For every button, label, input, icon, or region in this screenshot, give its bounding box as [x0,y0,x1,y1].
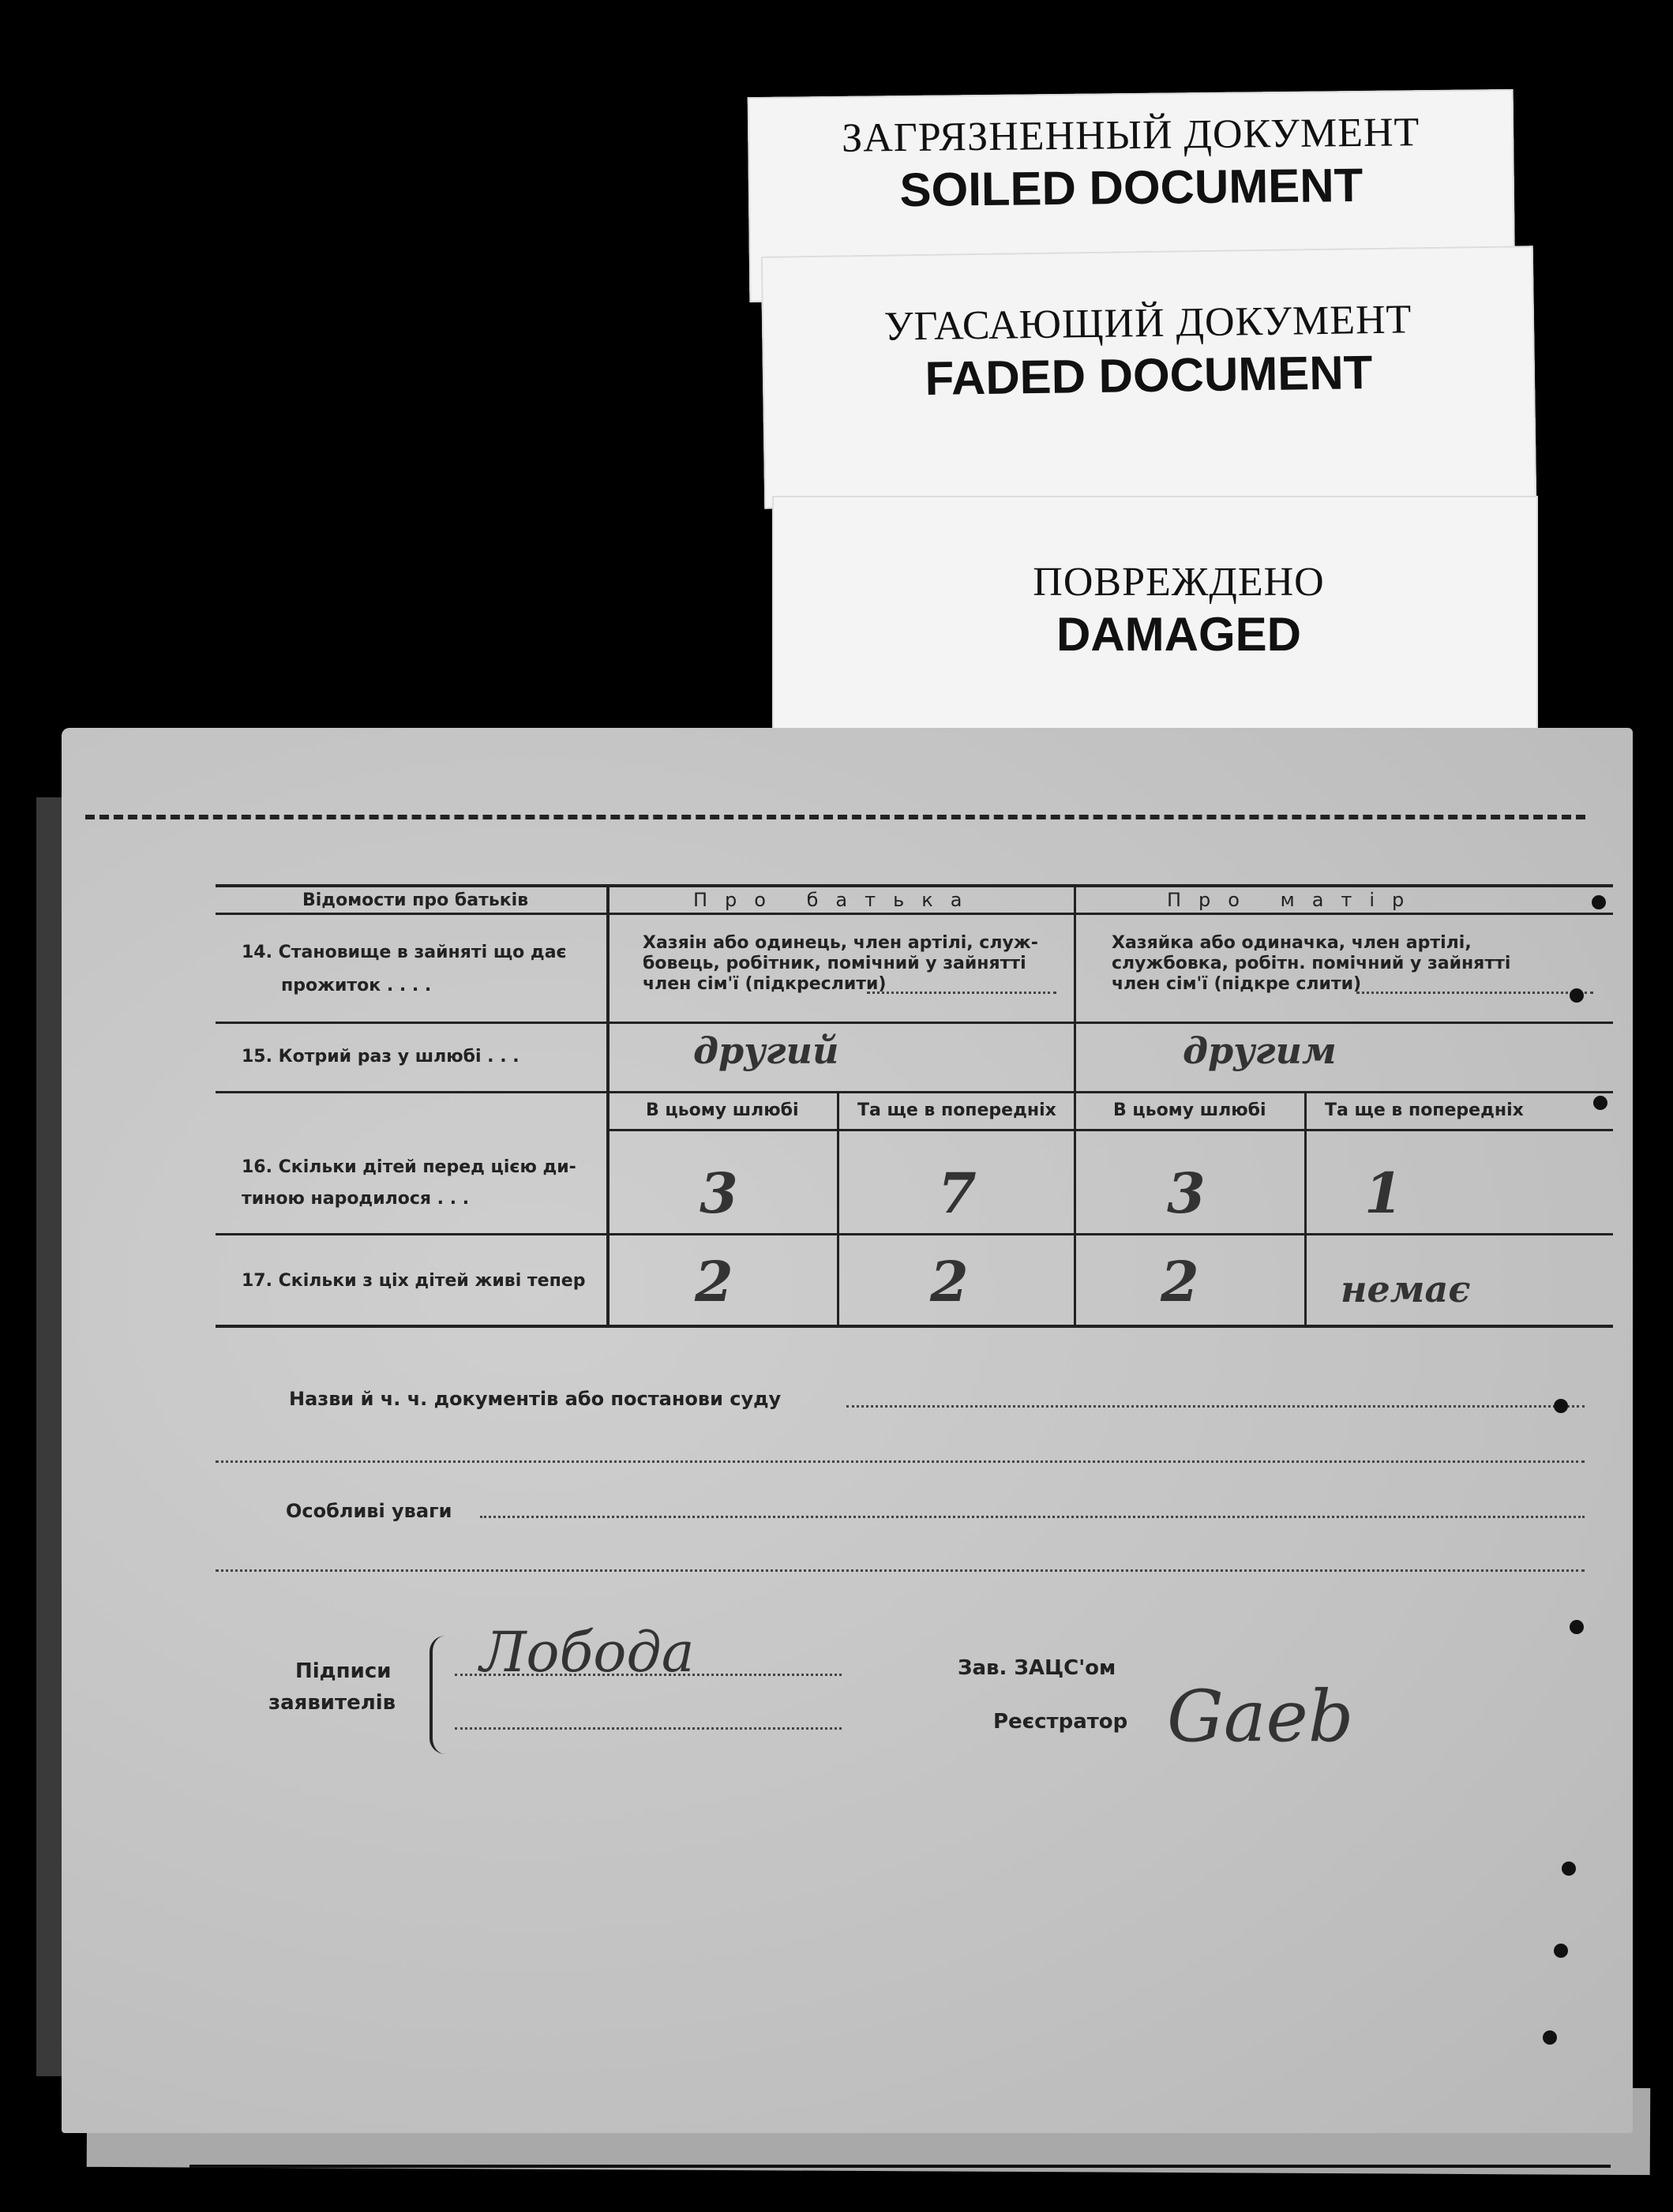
row16-label-line1: 16. Скільки дітей перед цією ди- [242,1157,576,1177]
damage-hole [1570,988,1584,1003]
damage-hole [1554,1399,1568,1413]
col2-divider [1074,884,1076,1326]
perforation-line [85,815,1585,819]
damage-hole [1543,2030,1557,2045]
row16-mother-this: 3 [1167,1160,1206,1226]
damage-hole [1554,1944,1568,1958]
damaged-label-en: DAMAGED [1056,608,1301,661]
row14-mother-line3: член сім'ї (підкре слити) [1112,974,1362,994]
applicant-signature: Лобода [480,1620,695,1685]
table-bottom-rule [216,1325,1613,1328]
bottom-rule [189,2165,1611,2168]
row14-label-line2: прожиток . . . . [281,976,432,995]
registrar-label: Реєстратор [993,1710,1128,1734]
applicants-label-line1: Підписи [295,1659,392,1683]
row14-father-dots [867,992,1056,994]
row14-father-line3: член сім'ї (підкреслити) [643,974,887,994]
row17-mother-this: 2 [1161,1249,1199,1314]
remarks-dots-1 [480,1516,1585,1518]
father-subdivider [837,1091,839,1326]
soiled-label-ru: ЗАГРЯЗНЕННЫЙ ДОКУМЕНТ [841,110,1420,161]
subheader-mother-previous: Та ще в попередніх [1325,1100,1524,1120]
row17-father-this: 2 [695,1249,733,1314]
col1-divider [606,884,610,1326]
head-label: Зав. ЗАЦС'ом [958,1656,1116,1680]
row14-rule [216,1022,1613,1024]
table-top-rule [216,884,1613,887]
row14-mother-line1: Хазяйка або одиначка, член артілі, [1112,933,1472,953]
damaged-label [772,496,1538,747]
mother-subdivider [1304,1091,1307,1326]
header-rule [216,913,1613,915]
faded-document-label [761,246,1536,509]
row16-label-line2: тиною народилося . . . [242,1189,470,1209]
subheader-father-this: В цьому шлюбі [646,1100,799,1120]
row16-rule [216,1233,1613,1235]
header-parents-info: Відомости про батьків [302,890,529,910]
row15-rule [216,1091,1613,1093]
applicant-sign-line-2 [455,1727,842,1730]
row14-mother-dots [1356,992,1593,994]
row17-label: 17. Скільки з ціх дітей живі тепер [242,1271,586,1291]
faded-label-ru: УГАСАЮЩИЙ ДОКУМЕНТ [883,297,1412,350]
header-mother: Про матір [1167,889,1422,911]
row14-label-line1: 14. Становище в зайняті що дає [242,943,567,962]
applicants-label-line2: заявителів [268,1691,396,1715]
row14-father-line2: бовець, робітник, помічний у зайнятті [643,954,1026,973]
row15-mother-value: другим [1183,1029,1337,1072]
subheader-rule [606,1129,1613,1131]
registrar-signature: Gaeb [1167,1675,1354,1758]
damage-hole [1593,1096,1607,1110]
row14-father-line1: Хазяін або одинець, член артілі, служ- [643,933,1038,953]
row15-father-value: другий [693,1029,839,1072]
remarks-label: Особливі уваги [286,1500,452,1522]
damage-hole [1562,1861,1576,1876]
subheader-father-previous: Та ще в попередніх [857,1100,1056,1120]
documents-dots-1 [846,1405,1585,1408]
applicants-bracket [430,1636,448,1754]
damage-hole [1592,895,1606,909]
documents-dots-2 [216,1460,1585,1463]
soiled-label-en: SOILED DOCUMENT [899,158,1364,217]
row17-father-previous: 2 [930,1249,969,1314]
row16-father-this: 3 [700,1160,738,1226]
applicant-sign-line-1 [455,1674,842,1676]
subheader-mother-this: В цьому шлюбі [1113,1100,1266,1120]
row14-mother-line2: службовка, робітн. помічний у зайнятті [1112,954,1511,973]
header-father: Про батька [693,889,980,911]
damage-hole [1570,1620,1584,1634]
row15-label: 15. Котрий раз у шлюбі . . . [242,1047,520,1067]
row16-mother-previous: 1 [1364,1160,1403,1226]
form-sheet [62,728,1633,2133]
faded-label-en: FADED DOCUMENT [925,346,1373,405]
row16-father-previous: 7 [938,1160,977,1226]
row17-mother-previous: немає [1341,1268,1471,1310]
remarks-dots-2 [216,1569,1585,1572]
damaged-label-ru: ПОВРЕЖДЕНО [1033,560,1325,605]
documents-label: Назви й ч. ч. документів або постанови суду [289,1388,782,1410]
